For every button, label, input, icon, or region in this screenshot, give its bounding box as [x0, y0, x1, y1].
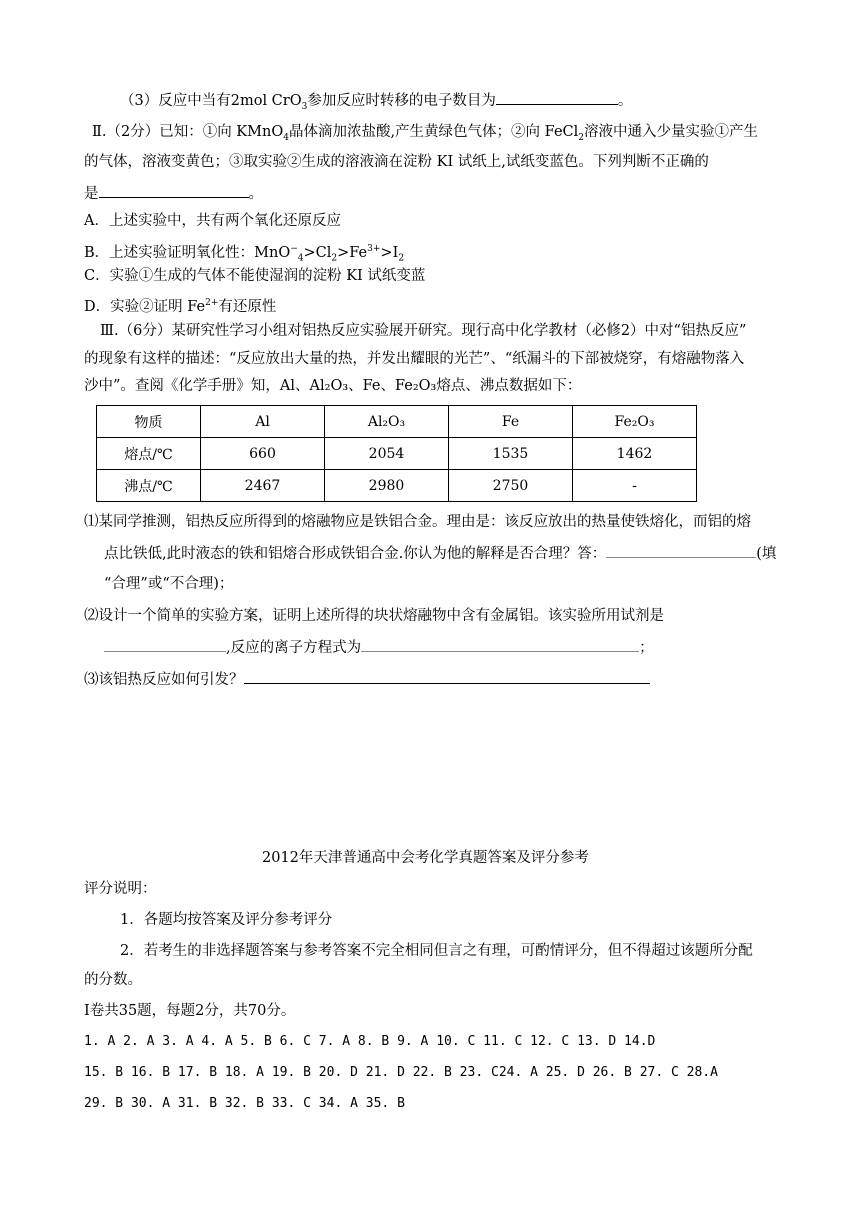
- sub2-equation-blank[interactable]: [361, 637, 639, 652]
- answer-title: 2012年天津普通高中会考化学真题答案及评分参考: [262, 850, 589, 866]
- sub3-line: [84, 669, 650, 690]
- sub1-answer-blank[interactable]: [606, 543, 756, 558]
- scoring-label: 评分说明：: [84, 881, 157, 897]
- table-header-cell: Al₂O₃: [325, 406, 449, 438]
- sub1-line1: ⑴某同学推测，铝热反应所得到的熔融物应是铁铝合金。理由是：该反应放出的热量使铁熔化，而铝的熔: [84, 514, 751, 530]
- table-header-cell: Fe₂O₃: [573, 406, 697, 438]
- table-cell: 1535: [449, 438, 573, 470]
- q3-end: 。: [617, 93, 633, 109]
- table-cell: 1462: [573, 438, 697, 470]
- option-b-fe-sup: 3+: [367, 244, 381, 254]
- p2-fecl2-sub: 2: [578, 132, 584, 143]
- question-3-line: [120, 90, 632, 117]
- sub3-text: ⑶该铝热反应如何引发？: [84, 672, 244, 688]
- q3-prefix: （3）反应中当有: [120, 93, 231, 109]
- p2-part3: 溶液中通入少量实验①产生: [584, 124, 758, 140]
- option-d-sup: 2+: [205, 298, 219, 308]
- option-c: C．实验①生成的气体不能使湿润的淀粉 KI 试纸变蓝: [84, 268, 426, 284]
- table-header-cell: 物质: [97, 406, 201, 438]
- option-d: [84, 293, 276, 317]
- option-d-suffix: 有还原性: [218, 298, 277, 315]
- sub1-line2-text: 点比铁低,此时液态的铁和铝熔合形成铁铝合金.你认为他的解释是否合理？答：: [104, 546, 607, 562]
- p2-line3: 是: [84, 186, 99, 202]
- option-b-i-sub: 2: [398, 253, 405, 264]
- sub2-line2-mid: ,反应的离子方程式为: [226, 640, 362, 656]
- part2-line1: [92, 122, 758, 148]
- table-cell: 熔点/℃: [97, 438, 201, 470]
- part2-line2: 的气体，溶液变黄色；③取实验②生成的溶液滴在淀粉 KI 试纸上,试纸变蓝色。下列判断不正确的: [84, 154, 709, 170]
- answers-row-3: 29. B 30. A 31. B 32. B 33. C 34. A 35. B: [84, 1096, 405, 1111]
- melting-boiling-table: [96, 405, 697, 502]
- option-a: A．上述实验中，共有两个氧化还原反应: [84, 213, 341, 229]
- part3-line3: 沙中”。查阅《化学手册》知，Al、Al₂O₃、Fe、Fe₂O₃熔点、沸点数据如下：: [84, 378, 582, 394]
- option-b: [84, 239, 404, 269]
- table-header-cell: Al: [201, 406, 325, 438]
- table-cell: 2980: [325, 470, 449, 502]
- part3-line1: Ⅲ.（6分）某研究性学习小组对铝热反应实验展开研究。现行高中化学教材（必修2）中对“铝热反应”: [100, 323, 747, 339]
- table-header-cell: Fe: [449, 406, 573, 438]
- option-b-mno4-sub: 4: [297, 253, 304, 264]
- option-d-prefix: D．实验②证明 Fe: [84, 298, 206, 315]
- q3-suffix: 参加反应时转移的电子数目为: [307, 93, 496, 109]
- part2-line3: [84, 183, 263, 204]
- table-cell: 2054: [325, 438, 449, 470]
- sub2-reagent-blank[interactable]: [104, 637, 226, 652]
- option-b-mid1: >Cl: [303, 244, 332, 261]
- table-header-row: [97, 406, 697, 438]
- sub2-line1: ⑵设计一个简单的实验方案，证明上述所得的块状熔融物中含有金属铝。该实验所用试剂是: [84, 608, 664, 624]
- table-cell: 660: [201, 438, 325, 470]
- table-cell: 2750: [449, 470, 573, 502]
- answers-row-1: 1. A 2. A 3. A 4. A 5. B 6. C 7. A 8. B 9. A 10. C 11. C 12. C 13. D 14.D: [84, 1034, 656, 1049]
- part2-answer-blank[interactable]: [99, 183, 249, 198]
- sub1-line3: “合理”或“不合理)；: [104, 576, 234, 592]
- table-cell: 沸点/℃: [97, 470, 201, 502]
- option-b-mno4-sup: −: [290, 244, 298, 254]
- part3-line2: 的现象有这样的描述：“反应放出大量的热，并发出耀眼的光芒”、“纸漏斗的下部被烧穿，有熔融物落入: [84, 351, 745, 367]
- table-row: [97, 470, 697, 502]
- scoring-item-2b: 的分数。: [84, 972, 142, 988]
- q3-mol: 2mol CrO: [230, 93, 302, 109]
- q3-answer-blank[interactable]: [496, 90, 618, 105]
- p2-head: Ⅱ.（2分）已知：①向 KMnO: [92, 124, 284, 140]
- table-row: [97, 438, 697, 470]
- option-b-cl-sub: 2: [331, 253, 338, 264]
- table-cell: 2467: [201, 470, 325, 502]
- p2-kmno4-sub: 4: [283, 132, 289, 143]
- option-b-mid3: >I: [380, 244, 399, 261]
- p2-line3-end: 。: [248, 186, 263, 202]
- p2-part2: 晶体滴加浓盐酸,产生黄绿色气体；②向 FeCl: [288, 124, 579, 140]
- sub1-line2-end: (填: [756, 546, 777, 562]
- sub1-line2: [104, 543, 776, 564]
- part1-note: Ⅰ卷共35题，每题2分，共70分。: [84, 1003, 296, 1019]
- q3-sub: 3: [301, 101, 308, 112]
- option-b-mid2: >Fe: [337, 244, 368, 261]
- scoring-item-2a: 2．若考生的非选择题答案与参考答案不完全相同但言之有理，可酌情评分，但不得超过该题所分配: [120, 943, 753, 959]
- table-cell: -: [573, 470, 697, 502]
- sub2-line2-end: ；: [639, 640, 654, 656]
- option-b-prefix: B．上述实验证明氧化性：MnO: [84, 244, 291, 261]
- sub3-answer-blank[interactable]: [244, 669, 650, 684]
- scoring-item-1: 1．各题均按答案及评分参考评分: [120, 912, 333, 928]
- answers-row-2: 15. B 16. B 17. B 18. A 19. B 20. D 21. D 22. B 23. C24. A 25. D 26. B 27. C 28.A: [84, 1065, 718, 1080]
- sub2-line2: [104, 637, 654, 658]
